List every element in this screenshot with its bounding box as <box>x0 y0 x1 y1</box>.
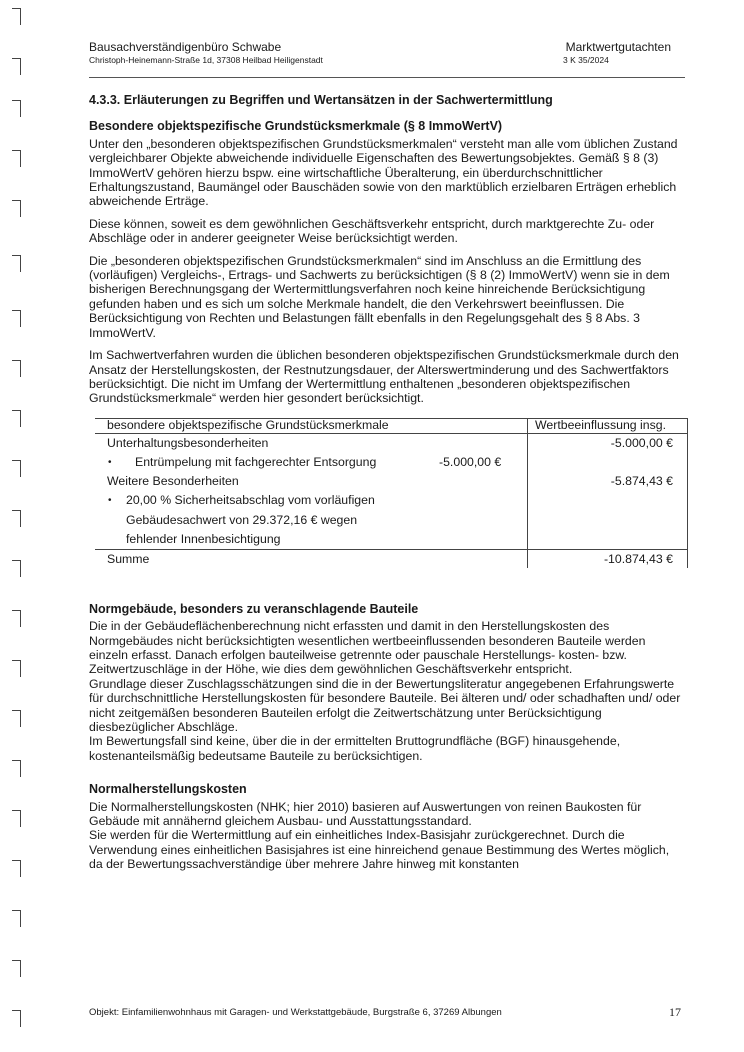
table-group-total: -5.874,43 € <box>610 473 673 488</box>
table-rule <box>95 433 687 434</box>
table-item-label: Entrümpelung mit fachgerechter Entsorgung <box>135 454 377 469</box>
paragraph: Diese können, soweit es dem gewöhnlichen Geschäftsverkehr entspricht, durch marktgerechte Zu- oder Abschläge oder in anderer geeigneter Weise berücksichtigt werden. <box>89 216 655 246</box>
page-body <box>89 93 685 872</box>
binder-mark <box>12 710 21 727</box>
bog-table <box>95 418 689 568</box>
document-type: Marktwertgutachten <box>565 40 671 54</box>
binder-mark <box>12 560 21 577</box>
paragraph: Die Normalherstellungskosten (NHK; hier 2010) basieren auf Auswertungen von reinen Baukosten für Gebäude mit annähernd gleichem Ausbau- und Ausstattungsstandard. <box>89 799 642 828</box>
bullet: • <box>108 456 112 468</box>
binder-mark <box>12 860 21 877</box>
header-rule <box>89 77 685 78</box>
binder-margin <box>0 0 30 1052</box>
paragraph: Grundlage dieser Zuschlagsschätzungen sind die in der Bewertungsliteratur angegebenen Erfahrungswerte für durchschnittliche Herstellungskosten für besondere Bauteile. Bei älteren und/ oder schadhaften und/ oder nicht zeitgemäßen besonderen Bauteilen erfolgt die Zeitwertschätzung unter Berücksichtigung diesbezüglicher Abschläge. <box>89 676 681 734</box>
table-group-label: Weitere Besonderheiten <box>107 473 239 488</box>
table-header-merkmale: besondere objektspezifische Grundstücksmerkmale <box>107 417 389 432</box>
binder-mark <box>12 910 21 927</box>
binder-mark <box>12 510 21 527</box>
heading-nhk: Normalherstellungskosten <box>89 782 247 797</box>
office-name: Bausachverständigenbüro Schwabe <box>89 40 282 54</box>
paragraph: Die „besonderen objektspezifischen Grundstücksmerkmalen“ sind im Anschluss an die Ermittlung des (vorläufigen) Vergleichs-, Ertrags- und Sachwerts zu berücksichtigen (§ 8 (2) ImmoWertV) wenn sie in dem bisherigen Berechnungsgang der Wertermittlungsverfahren noch keine hinreichende Berücksichtigung gefunden haben und es sich um solche Merkmale handelt, die den Verkehrswert beeinflussen. Die Berücksichtigung von Rechten und Belastungen fällt ebenfalls in den Regelungsgehalt des § 8 Abs. 3 ImmoWertV. <box>89 253 670 340</box>
section-title: 4.3.3. Erläuterungen zu Begriffen und Wertansätzen in der Sachwertermittlung <box>89 93 553 107</box>
binder-mark <box>12 100 21 117</box>
table-item-label: fehlender Innenbesichtigung <box>126 531 281 546</box>
heading-normgebaeude: Normgebäude, besonders zu veranschlagende Bauteile <box>89 601 419 616</box>
paragraph: Sie werden für die Wertermittlung auf ein einheitliches Index-Basisjahr zurückgerechnet. Durch die Verwendung eines einheitlichen Basisjahres ist eine hinreichend genaue Bestimmung des Wertes möglich, da der Bewertungssachverständige über mehrere Jahre hinweg mit konstanten <box>89 828 670 872</box>
binder-mark <box>12 460 21 477</box>
file-reference: 3 K 35/2024 <box>563 55 609 65</box>
paragraph: Im Sachwertverfahren wurden die üblichen besonderen objektspezifischen Grundstücksmerkmale durch den Ansatz der Herstellungskosten, der Restnutzungsdauer, der Alterswertminderung und des Sachwertfaktors berücksichtigt. Die nicht im Umfang der Wertermittlung enthaltenen „besonderen objektspezifischen Grundstücksmerkmale“ werden hier gesondert berücksichtigt. <box>89 348 679 406</box>
table-sum-value: -10.874,43 € <box>603 551 673 566</box>
binder-mark <box>12 310 21 327</box>
binder-mark <box>12 660 21 677</box>
binder-mark <box>12 8 21 25</box>
table-item-label: 20,00 % Sicherheitsabschlag vom vorläufigen <box>126 492 375 507</box>
binder-mark <box>12 58 21 75</box>
binder-mark <box>12 255 21 272</box>
binder-mark <box>12 150 21 167</box>
table-item-value: -5.000,00 € <box>439 454 502 469</box>
footer-object: Objekt: Einfamilienwohnhaus mit Garagen- und Werkstattgebäude, Burgstraße 6, 37269 Albungen <box>89 1007 502 1018</box>
table-group-label: Unterhaltungsbesonderheiten <box>107 435 269 450</box>
paragraph: Die in der Gebäudeflächenberechnung nicht erfassten und damit in den Herstellungskosten des Normgebäudes nicht berücksichtigten wesentlichen wertbeeinflussenden besonderen Bauteile werden einzeln erfasst. Danach erfolgen bauteilweise getrennte oder pauschale Herstellungs- kosten- bzw. Zeitwertzuschläge in der Höhe, wie dies dem gewöhnlichen Geschäftsverkehr entspricht. <box>89 619 646 677</box>
office-address: Christoph-Heinemann-Straße 1d, 37308 Heilbad Heiligenstadt <box>89 55 323 65</box>
table-item-label: Gebäudesachwert von 29.372,16 € wegen <box>126 512 358 527</box>
binder-mark <box>12 1010 21 1027</box>
table-column-divider <box>527 418 528 568</box>
table-sum-label: Summe <box>107 551 150 566</box>
page-number: 17 <box>669 1005 681 1019</box>
table-column-divider <box>687 418 688 568</box>
binder-mark <box>12 960 21 977</box>
binder-mark <box>12 360 21 377</box>
binder-mark <box>12 200 21 217</box>
table-rule <box>95 549 687 550</box>
binder-mark <box>12 410 21 427</box>
bullet: • <box>108 494 112 506</box>
heading-bog: Besondere objektspezifische Grundstücksmerkmale (§ 8 ImmoWertV) <box>89 119 503 134</box>
table-group-total: -5.000,00 € <box>610 435 673 450</box>
binder-mark <box>12 760 21 777</box>
paragraph: Unter den „besonderen objektspezifischen Grundstücksmerkmalen“ versteht man alle vom üblichen Zustand vergleichbarer Objekte abweichende individuelle Eigenschaften des Bewertungsobjektes. Gemäß § 8 (3) ImmoWertV gehören hierzu bspw. eine wirtschaftliche Überalterung, ein überdurchschnittlicher Erhaltungszustand, Baumängel oder Bauschäden sowie von den marktüblich erzielbaren Erträgen erheblich abweichende Erträge. <box>89 136 678 209</box>
table-header-wert: Wertbeeinflussung insg. <box>535 417 667 432</box>
binder-mark <box>12 610 21 627</box>
binder-mark <box>12 810 21 827</box>
page-footer <box>89 1007 685 1018</box>
paragraph: Im Bewertungsfall sind keine, über die in der ermittelten Bruttogrundfläche (BGF) hinausgehende, kostenanteilsmäßig bedeutsame Bauteile zu berücksichtigen. <box>89 734 621 763</box>
